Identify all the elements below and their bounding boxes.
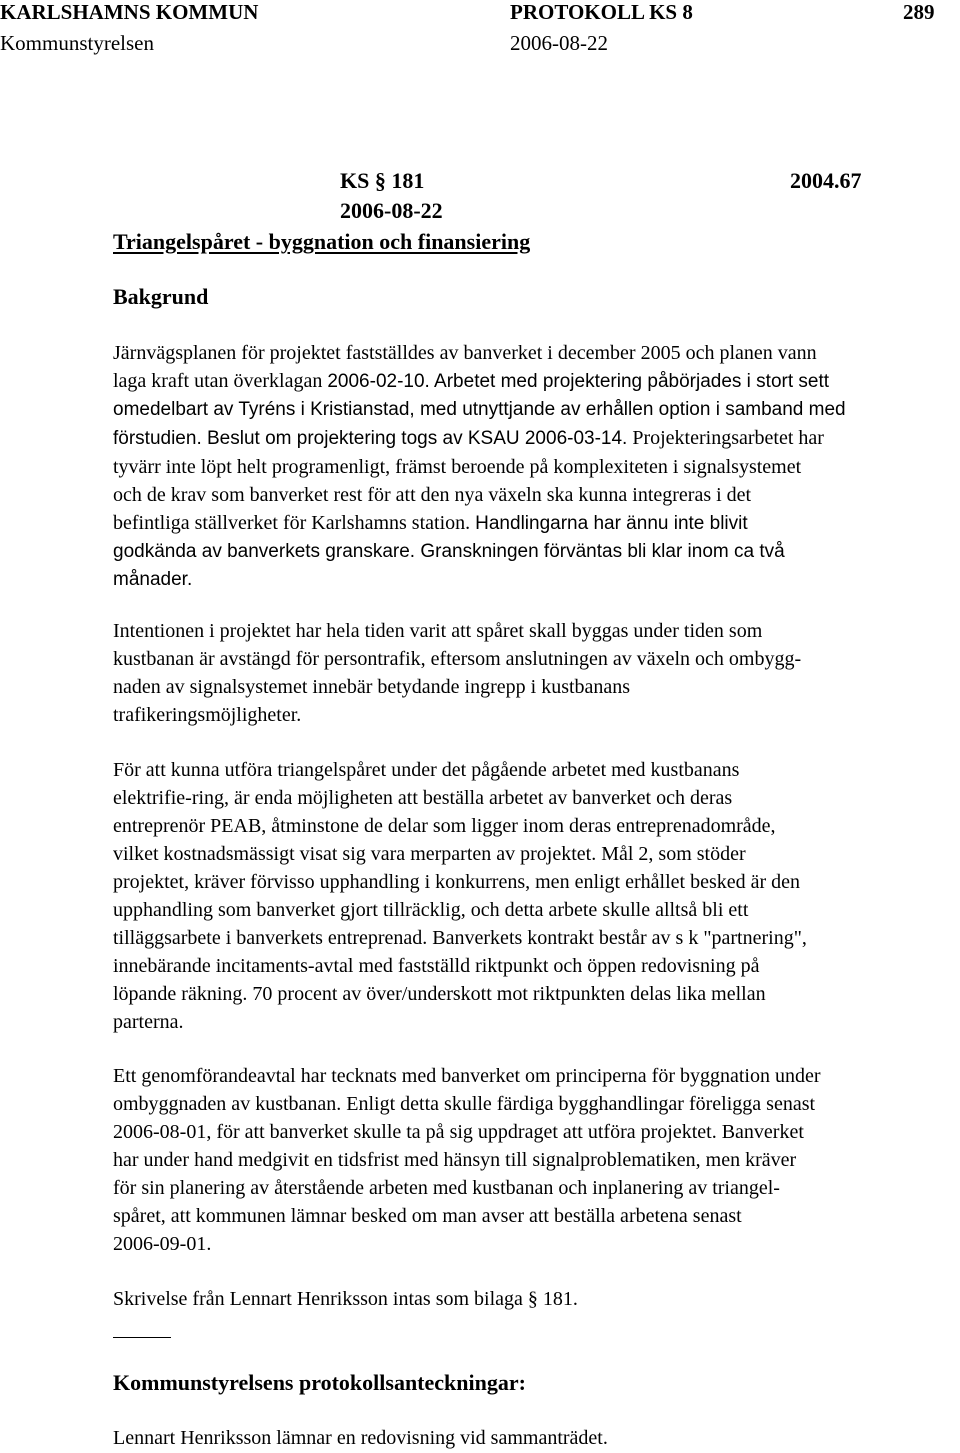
text-line: Intentionen i projektet har hela tiden varit att spåret skall byggas under tiden som: [113, 620, 763, 642]
diary-number: 2004.67: [790, 168, 862, 193]
text-line: För att kunna utföra triangelspåret under det pågående arbetet med kustbanans: [113, 759, 740, 781]
text-line: trafikeringsmöjligheter.: [113, 704, 302, 726]
text-segment: 2006-02-10. Arbetet med projektering påbörjades i stort sett: [327, 371, 830, 392]
text-line: kustbanan är avstängd för persontrafik, eftersom anslutningen av växeln och ombygg-: [113, 648, 802, 670]
text-segment: Handlingarna har ännu inte blivit: [475, 513, 748, 534]
text-line: upphandling som banverket gjort tillräcklig, och detta arbete skulle alltså bli ett: [113, 899, 749, 921]
board-name: Kommunstyrelsen: [0, 31, 154, 55]
text-line: Lennart Henriksson lämnar en redovisning vid sammanträdet.: [113, 1427, 608, 1449]
text-line: spåret, att kommunen lämnar besked om man avser att beställa arbetena senast: [113, 1205, 742, 1227]
text-line: Järnvägsplanen för projektet fastställdes av banverket i december 2005 och planen vann: [113, 342, 817, 364]
case-date: 2006-08-22: [340, 198, 443, 223]
page-number: 289: [903, 0, 935, 24]
case-title: Triangelspåret - byggnation och finansiering: [113, 229, 531, 254]
text-line: [113, 424, 846, 453]
text-line: och de krav som banverket rest för att den nya växeln ska kunna integreras i det: [113, 484, 752, 506]
text-line: innebärande incitaments-avtal med fastställd riktpunkt och öppen redovisning på: [113, 955, 760, 977]
text-line: 2006-08-01, för att banverket skulle ta på sig uppdraget att utföra projektet. Banverket: [113, 1121, 804, 1143]
text-line: omedelbart av Tyréns i Kristianstad, med utnyttjande av erhållen option i samband med: [113, 399, 846, 420]
background-paragraph-1: [113, 339, 846, 594]
text-segment: befintliga ställverket för Karlshamns station.: [113, 512, 476, 534]
text-segment: laga kraft utan överklagan: [113, 370, 328, 392]
text-line: för sin planering av återstående arbeten med kustbanan och inplanering av triangel-: [113, 1177, 780, 1199]
text-line: godkända av banverkets granskare. Granskningen förväntas bli klar inom ca två: [113, 541, 785, 562]
text-line: vilket kostnadsmässigt visat sig vara merparten av projektet. Mål 2, som stöder: [113, 843, 746, 865]
background-paragraph-2: [113, 617, 801, 729]
notes-heading: Kommunstyrelsens protokollsanteckningar:: [113, 1370, 526, 1395]
text-line: elektrifie-ring, är enda möjligheten att beställa arbetet av banverket och deras: [113, 787, 733, 809]
text-line: Ett genomförandeavtal har tecknats med banverket om principerna för byggnation under: [113, 1065, 821, 1087]
text-line: tilläggsarbete i banverkets entreprenad. Banverkets kontrakt består av s k "partnering",: [113, 927, 807, 949]
text-line: entreprenör PEAB, åtminstone de delar som ligger inom deras entreprenadområde,: [113, 815, 776, 837]
background-heading: Bakgrund: [113, 284, 209, 309]
text-line: 2006-09-01.: [113, 1233, 212, 1255]
background-paragraph-4: [113, 1062, 821, 1258]
text-line: tyvärr inte löpt helt programenligt, främst beroende på komplexiteten i signalsystemet: [113, 456, 802, 478]
protocol-label: PROTOKOLL KS 8: [510, 0, 693, 24]
text-line: projektet, kräver förvisso upphandling i konkurrens, men enligt erhållet besked är den: [113, 871, 801, 893]
background-paragraph-3: [113, 756, 807, 1036]
header-date: 2006-08-22: [510, 31, 608, 55]
text-line: naden av signalsystemet innebär betydande ingrepp i kustbanans: [113, 676, 631, 698]
text-line: [113, 509, 846, 538]
divider-line: [113, 1337, 171, 1338]
notes-paragraph: [113, 1424, 608, 1452]
text-line: löpande räkning. 70 procent av över/underskott mot riktpunkten delas lika mellan: [113, 983, 766, 1005]
text-line: ombyggnaden av kustbanan. Enligt detta skulle färdiga bygghandlingar föreligga senast: [113, 1093, 816, 1115]
text-segment: Projekteringsarbetet har: [627, 427, 824, 449]
text-line: parterna.: [113, 1011, 184, 1033]
text-line: [113, 367, 846, 396]
text-segment: förstudien. Beslut om projektering togs av KSAU 2006-03-14.: [113, 428, 628, 449]
municipality-name: KARLSHAMNS KOMMUN: [0, 0, 259, 24]
text-line: har under hand medgivit en tidsfrist med hänsyn till signalproblematiken, men kräver: [113, 1149, 797, 1171]
text-line: Skrivelse från Lennart Henriksson intas som bilaga § 181.: [113, 1288, 578, 1310]
text-line: månader.: [113, 569, 193, 590]
attachment-note: [113, 1285, 578, 1313]
section-reference: KS § 181: [340, 168, 425, 193]
